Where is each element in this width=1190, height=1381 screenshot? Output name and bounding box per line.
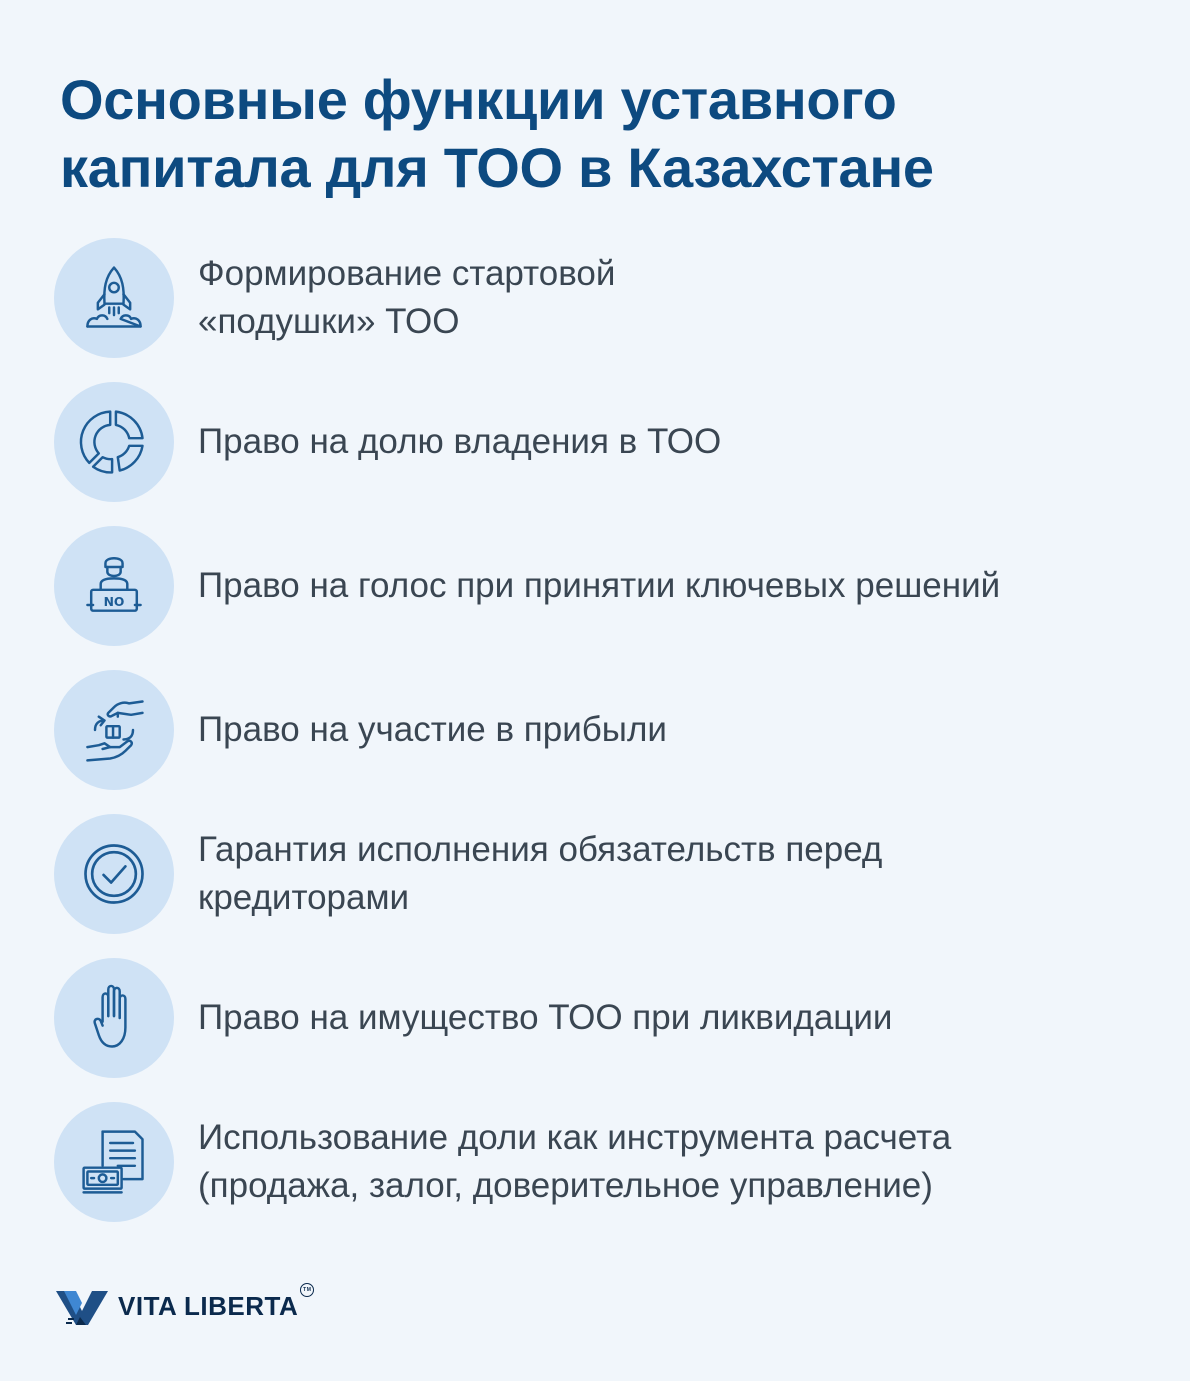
raised-hand-icon: [76, 980, 152, 1056]
title-line-2: капитала для ТОО в Казахстане: [60, 136, 934, 199]
icon-circle: [54, 814, 174, 934]
item-text-line-2: кредиторами: [198, 878, 410, 917]
check-badge-icon: [76, 836, 152, 912]
protest-sign-icon: [76, 548, 152, 624]
item-text: [198, 1114, 951, 1210]
item-text: [198, 826, 882, 922]
item-text: [198, 418, 721, 466]
no-sign-text: NO: [103, 594, 125, 609]
page-title: [60, 66, 1140, 202]
item-text-line-1: Гарантия исполнения обязательств перед: [198, 830, 883, 869]
list-item-startup-cushion: [54, 238, 1154, 358]
item-text: [198, 706, 667, 754]
title-line-1: Основные функции уставного: [60, 68, 897, 131]
item-text: [198, 562, 1000, 610]
item-text-line-2: (продажа, залог, доверительное управление): [198, 1166, 933, 1205]
item-text-line-1: Формирование стартовой: [198, 254, 616, 293]
icon-circle: [54, 670, 174, 790]
brand-name-text: VITA LIBERTA: [118, 1290, 299, 1321]
item-text-line-1: Право на голос при принятии ключевых решений: [198, 566, 1001, 605]
icon-circle: [54, 526, 174, 646]
rocket-icon: [76, 260, 152, 336]
list-item-ownership-share: [54, 382, 1154, 502]
item-text-line-1: Использование доли как инструмента расчета: [198, 1118, 952, 1157]
icon-circle: [54, 958, 174, 1078]
icon-circle: [54, 238, 174, 358]
brand-logo: [54, 1283, 312, 1329]
list-item-share-as-instrument: [54, 1102, 1154, 1222]
item-text: [198, 994, 892, 1042]
vita-liberta-logo-icon: [54, 1285, 110, 1327]
hand-money-exchange-icon: [76, 692, 152, 768]
item-text-line-1: Право на имущество ТОО при ликвидации: [198, 998, 893, 1037]
item-text-line-1: Право на долю владения в ТОО: [198, 422, 722, 461]
list-item-voting-right: [54, 526, 1154, 646]
document-money-icon: [76, 1124, 152, 1200]
item-text-line-1: Право на участие в прибыли: [198, 710, 667, 749]
icon-circle: [54, 382, 174, 502]
pie-chart-icon: [76, 404, 152, 480]
item-text-line-2: «подушки» ТОО: [198, 302, 460, 341]
item-text: [198, 250, 615, 346]
list-item-creditor-guarantee: [54, 814, 1154, 934]
list-item-liquidation-property: [54, 958, 1154, 1078]
list-item-profit-share: [54, 670, 1154, 790]
brand-name: [118, 1286, 312, 1322]
trademark-mark: TM: [300, 1283, 314, 1297]
icon-circle: [54, 1102, 174, 1222]
